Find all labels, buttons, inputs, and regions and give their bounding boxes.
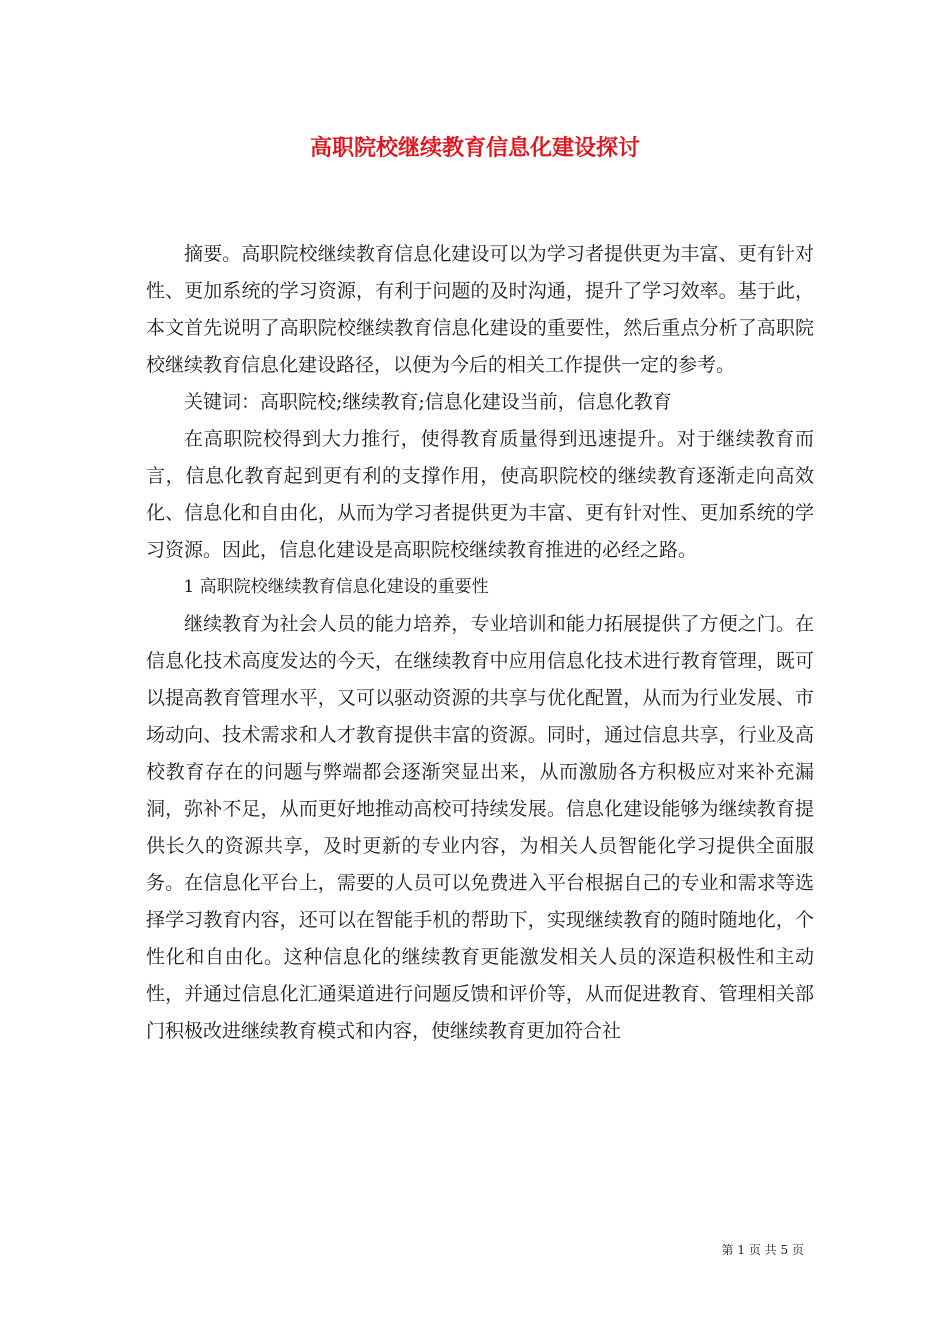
- abstract-paragraph: 摘要。高职院校继续教育信息化建设可以为学习者提供更为丰富、更有针对性、更加系统的学习资源，有利于问题的及时沟通，提升了学习效率。基于此，本文首先说明了高职院校继续教育信息化建设的重要性，然后重点分析了高职院校继续教育信息化建设路径，以便为今后的相关工作提供一定的参考。: [146, 243, 814, 376]
- page-suffix: 页: [791, 1243, 804, 1257]
- current-page-number: 1: [737, 1243, 746, 1257]
- intro-paragraph: 在高职院校得到大力推行，使得教育质量得到迅速提升。对于继续教育而言，信息化教育起到更有利的支撑作用，使高职院校的继续教育逐渐走向高效化、信息化和自由化，从而为学习者提供更为丰富、更有针对性、更加系统的学习资源。因此，信息化建设是高职院校继续教育推进的必经之路。: [146, 428, 814, 561]
- page-prefix: 第: [721, 1243, 734, 1257]
- document-title: 高职院校继续教育信息化建设探讨: [309, 135, 640, 161]
- page-number-footer: [722, 1240, 804, 1260]
- total-pages-number: 5: [780, 1243, 789, 1257]
- section-1-paragraph: 继续教育为社会人员的能力培养，专业培训和能力拓展提供了方便之门。在信息化技术高度发达的今天，在继续教育中应用信息化技术进行教育管理，既可以提高教育管理水平，又可以驱动资源的共享与优化配置，从而为行业发展、市场动向、技术需求和人才教育提供丰富的资源。同时，通过信息共享，行业及高校教育存在的问题与弊端都会逐渐突显出来，从而激励各方积极应对来补充漏洞，弥补不足，从而更好地推动高校可持续发展。信息化建设能够为继续教育提供长久的资源共享，及时更新的专业内容，为相关人员智能化学习提供全面服务。在信息化平台上，需要的人员可以免费进入平台根据自己的专业和需求等选择学习教育内容，还可以在智能手机的帮助下，实现继续教育的随时随地化，个性化和自由化。这种信息化的继续教育更能激发相关人员的深造积极性和主动性，并通过信息化汇通渠道进行问题反馈和评价等，从而促进教育、管理相关部门积极改进继续教育模式和内容，使继续教育更加符合社: [146, 613, 814, 1042]
- section-1-heading: 1 高职院校继续教育信息化建设的重要性: [183, 577, 489, 597]
- page-middle: 页 共: [748, 1243, 777, 1257]
- document-body: [146, 236, 814, 1050]
- keywords-paragraph: 关键词：高职院校;继续教育;信息化建设当前，信息化教育: [184, 391, 672, 413]
